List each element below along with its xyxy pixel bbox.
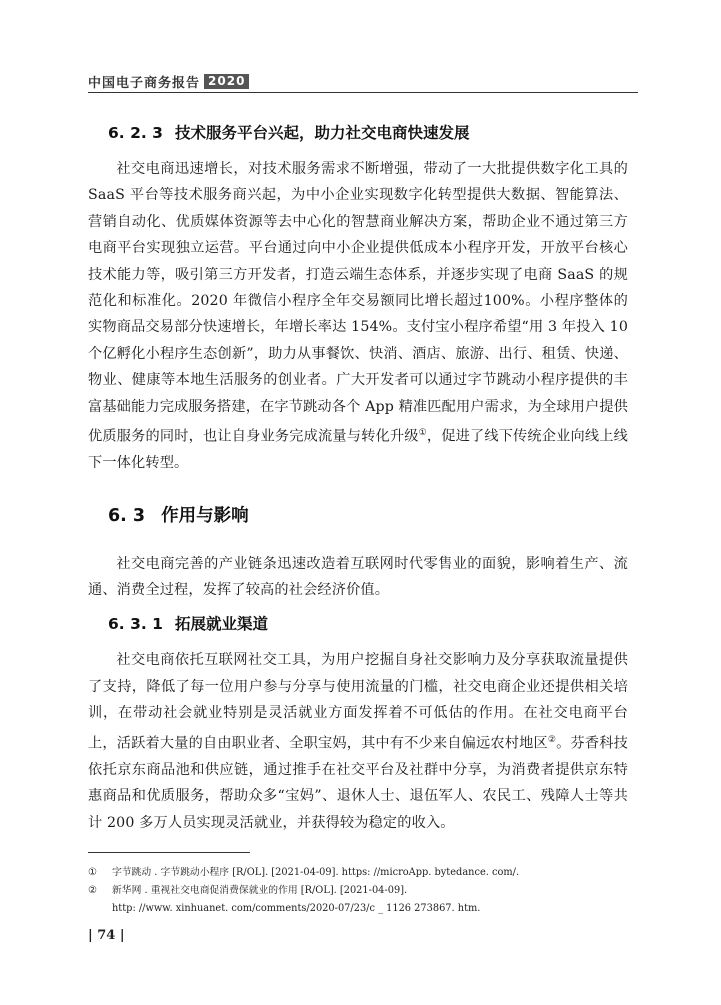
footnote-2 xyxy=(88,882,648,900)
section-6-3-paragraph: 社交电商完善的产业链条迅速改造着互联网时代零售业的面貌，影响着生产、流通、消费全过程，发挥了较高的社会经济价值。 xyxy=(88,555,628,599)
section-title: 作用与影响 xyxy=(161,505,249,526)
footnote-ref-2[interactable]: ② xyxy=(547,734,557,745)
section-6-3-1-heading xyxy=(108,613,628,635)
footnotes xyxy=(88,864,648,918)
section-6-2-3-paragraph xyxy=(88,156,628,477)
section-title: 技术服务平台兴起，助力社交电商快速发展 xyxy=(174,124,470,142)
page-body xyxy=(88,122,628,836)
section-6-3-heading xyxy=(108,503,628,529)
section-6-2-3-heading xyxy=(108,122,628,144)
paragraph-text-tail: 。芬香科技依托京东商品池和供应链，通过推手在社交平台及社群中分享，为消费者提供京东特惠商品和优质服务，帮助众多“宝妈”、退休人士、退伍军人、农民工、残障人士等共计 200 多万人员实现灵活就业，并获得较为稳定的收入。 xyxy=(88,735,628,831)
footnote-marker: ② xyxy=(88,885,97,896)
footnote-text: 新华网 . 重视社交电商促消费保就业的作用 [R/OL]. [2021-04-09]. xyxy=(112,885,408,896)
footnote-2-url[interactable]: http: //www. xinhuanet. com/comments/2020-07/23/c _ 1126 273867. htm. xyxy=(112,903,481,914)
section-number: 6. 3 xyxy=(108,505,146,526)
section-title: 拓展就业渠道 xyxy=(174,615,268,634)
section-number: 6. 2. 3 xyxy=(108,124,163,142)
page-number: | 74 | xyxy=(88,928,125,943)
footnote-rule xyxy=(88,852,250,853)
footnote-ref-1[interactable]: ① xyxy=(418,428,427,439)
footnote-text: 字节跳动 . 字节跳动小程序 [R/OL]. [2021-04-09]. https: //microApp. bytedance. com/. xyxy=(112,867,520,878)
footnote-marker: ① xyxy=(88,867,97,878)
running-head-title: 中国电子商务报告 xyxy=(88,76,201,91)
section-6-3-1-paragraph xyxy=(88,647,628,836)
section-number: 6. 3. 1 xyxy=(108,615,163,634)
paragraph-text: 社交电商迅速增长，对技术服务需求不断增强，带动了一大批提供数字化工具的 SaaS 平台等技术服务商兴起，为中小企业实现数字化转型提供大数据、智能算法、营销自动化、优质媒体资源等去中心化的智慧商业解决方案，帮助企业不通过第三方电商平台实现独立运营。平台通过向中小企业提供低成本小程序开发，开放平台核心技术能力等，吸引第三方开发者，打造云端生态体系，并逐步实现了电商 SaaS 的规范化和标准化。2020 年微信小程序全年交易额同比增长超过100%。小程序整体的实物商品交易部分快速增长，年增长率达 154%。支付宝小程序希望“用 3 年投入 10 个亿孵化小程序生态创新”，助力从事餐饮、快消、酒店、旅游、出行、租赁、快递、物业、健康等本地生活服务的创业者。广大开发者可以通过字节跳动小程序提供的丰富基础能力完成服务搭建，在字节跳动各个 App 精准匹配用户需求，为全球用户提供优质服务的同时，也让自身业务完成流量与转化升级 xyxy=(88,161,628,445)
footnote-1 xyxy=(88,864,648,882)
paragraph-text-tail: ，促进了线下传统企业向线上线下一体化转型。 xyxy=(88,428,629,472)
running-head-year: 2020 xyxy=(204,74,249,89)
running-head xyxy=(88,72,249,91)
paragraph-text: 社交电商依托互联网社交工具，为用户挖掘自身社交影响力及分享获取流量提供了支持，降低了每一位用户参与分享与使用流量的门槛，社交电商企业还提供相关培训，在带动社会就业特别是灵活就业方面发挥着不可低估的作用。在社交电商平台上，活跃着大量的自由职业者、全职宝妈，其中有不少来自偏远农村地区 xyxy=(88,652,628,752)
header-rule xyxy=(88,92,638,93)
